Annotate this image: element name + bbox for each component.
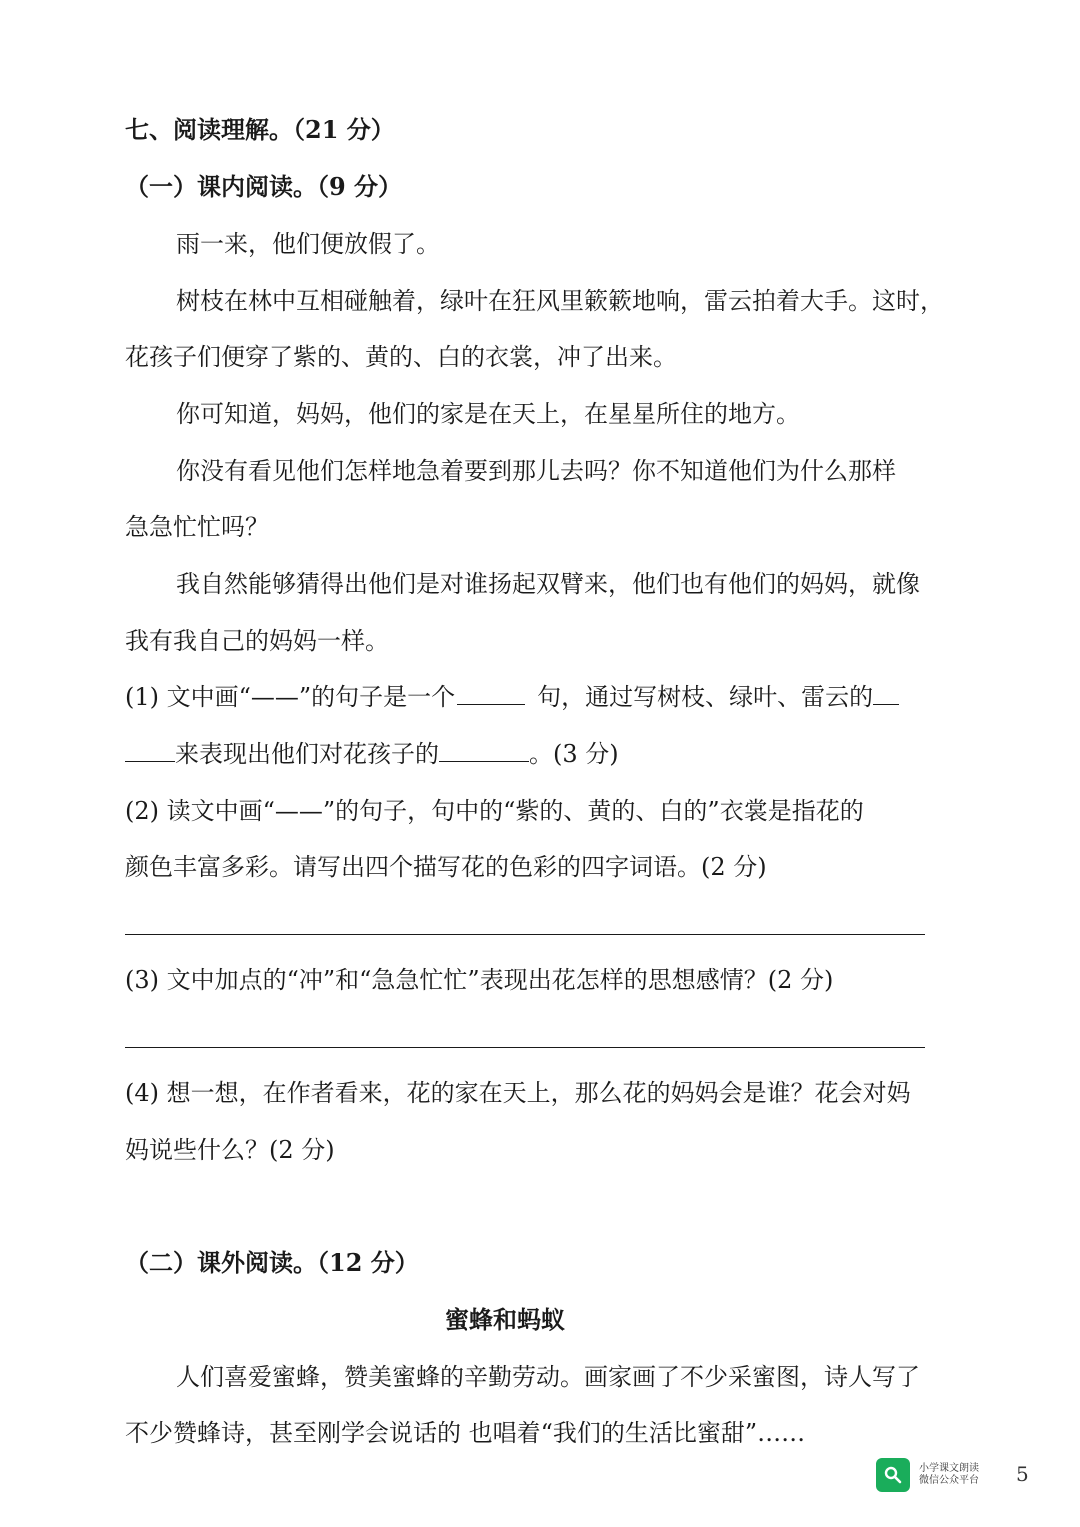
question-4-line2: 妈说些什么？(2 分) (125, 1136, 335, 1164)
passage-title: 蜜蜂和蚂蚁 (445, 1305, 565, 1334)
answer-line[interactable] (125, 1047, 925, 1048)
passage-line: 不少赞蜂诗，甚至刚学会说话的 也唱着“我们的生活比蜜甜”…… (125, 1419, 806, 1447)
question-1-text: 。(3 分) (529, 740, 619, 768)
question-1-text: 来表现出他们对花孩子的 (175, 740, 439, 768)
passage-paragraph: 树枝在林中互相碰触着，绿叶在狂风里簌簌地响，雷云拍着大手。这时， (176, 287, 944, 315)
section-title: 七、阅读理解。（21 分） (125, 115, 395, 144)
question-1-text: (1) 文中画“——”的句子是一个 (125, 683, 456, 711)
passage-paragraph: 雨一来，他们便放假了。 (176, 230, 440, 258)
wechat-badge (876, 1457, 1000, 1493)
page-number: 5 (1016, 1462, 1029, 1486)
passage-paragraph: 你没有看见他们怎样地急着要到那儿去吗？你不知道他们为什么那样 (176, 457, 896, 485)
answer-blank[interactable] (439, 739, 529, 762)
question-1-line1 (125, 681, 899, 713)
badge-text (919, 1463, 979, 1487)
answer-blank[interactable] (873, 682, 899, 705)
passage-paragraph: 我自然能够猜得出他们是对谁扬起双臂来，他们也有他们的妈妈，就像 (176, 570, 920, 598)
passage-paragraph: 你可知道，妈妈，他们的家是在天上，在星星所住的地方。 (176, 400, 800, 428)
search-icon (876, 1458, 910, 1492)
answer-blank[interactable] (457, 682, 525, 705)
passage-line: 花孩子们便穿了紫的、黄的、白的衣裳，冲了出来。 (125, 343, 677, 371)
question-1-line2 (125, 738, 619, 770)
question-2-line1: (2) 读文中画“——”的句子，句中的“紫的、黄的、白的”衣裳是指花的 (125, 797, 864, 825)
badge-line: 小学课文朗读 (919, 1463, 979, 1474)
part1-heading: （一）课内阅读。（9 分） (125, 172, 403, 201)
passage-line: 我有我自己的妈妈一样。 (125, 627, 389, 655)
question-1-text: 句，通过写树枝、绿叶、雷云的 (537, 683, 874, 711)
badge-line: 微信公众平台 (919, 1475, 979, 1486)
answer-line[interactable] (125, 934, 925, 935)
question-2-line2: 颜色丰富多彩。请写出四个描写花的色彩的四字词语。(2 分) (125, 853, 767, 881)
answer-blank[interactable] (125, 739, 175, 762)
question-3: (3) 文中加点的“冲”和“急急忙忙”表现出花怎样的思想感情？(2 分) (125, 966, 834, 994)
passage-paragraph: 人们喜爱蜜蜂，赞美蜜蜂的辛勤劳动。画家画了不少采蜜图，诗人写了 (176, 1363, 920, 1391)
passage-line: 急急忙忙吗？ (125, 513, 269, 541)
question-4-line1: (4) 想一想，在作者看来，花的家在天上，那么花的妈妈会是谁？花会对妈 (125, 1079, 911, 1107)
part2-heading: （二）课外阅读。（12 分） (125, 1248, 419, 1277)
